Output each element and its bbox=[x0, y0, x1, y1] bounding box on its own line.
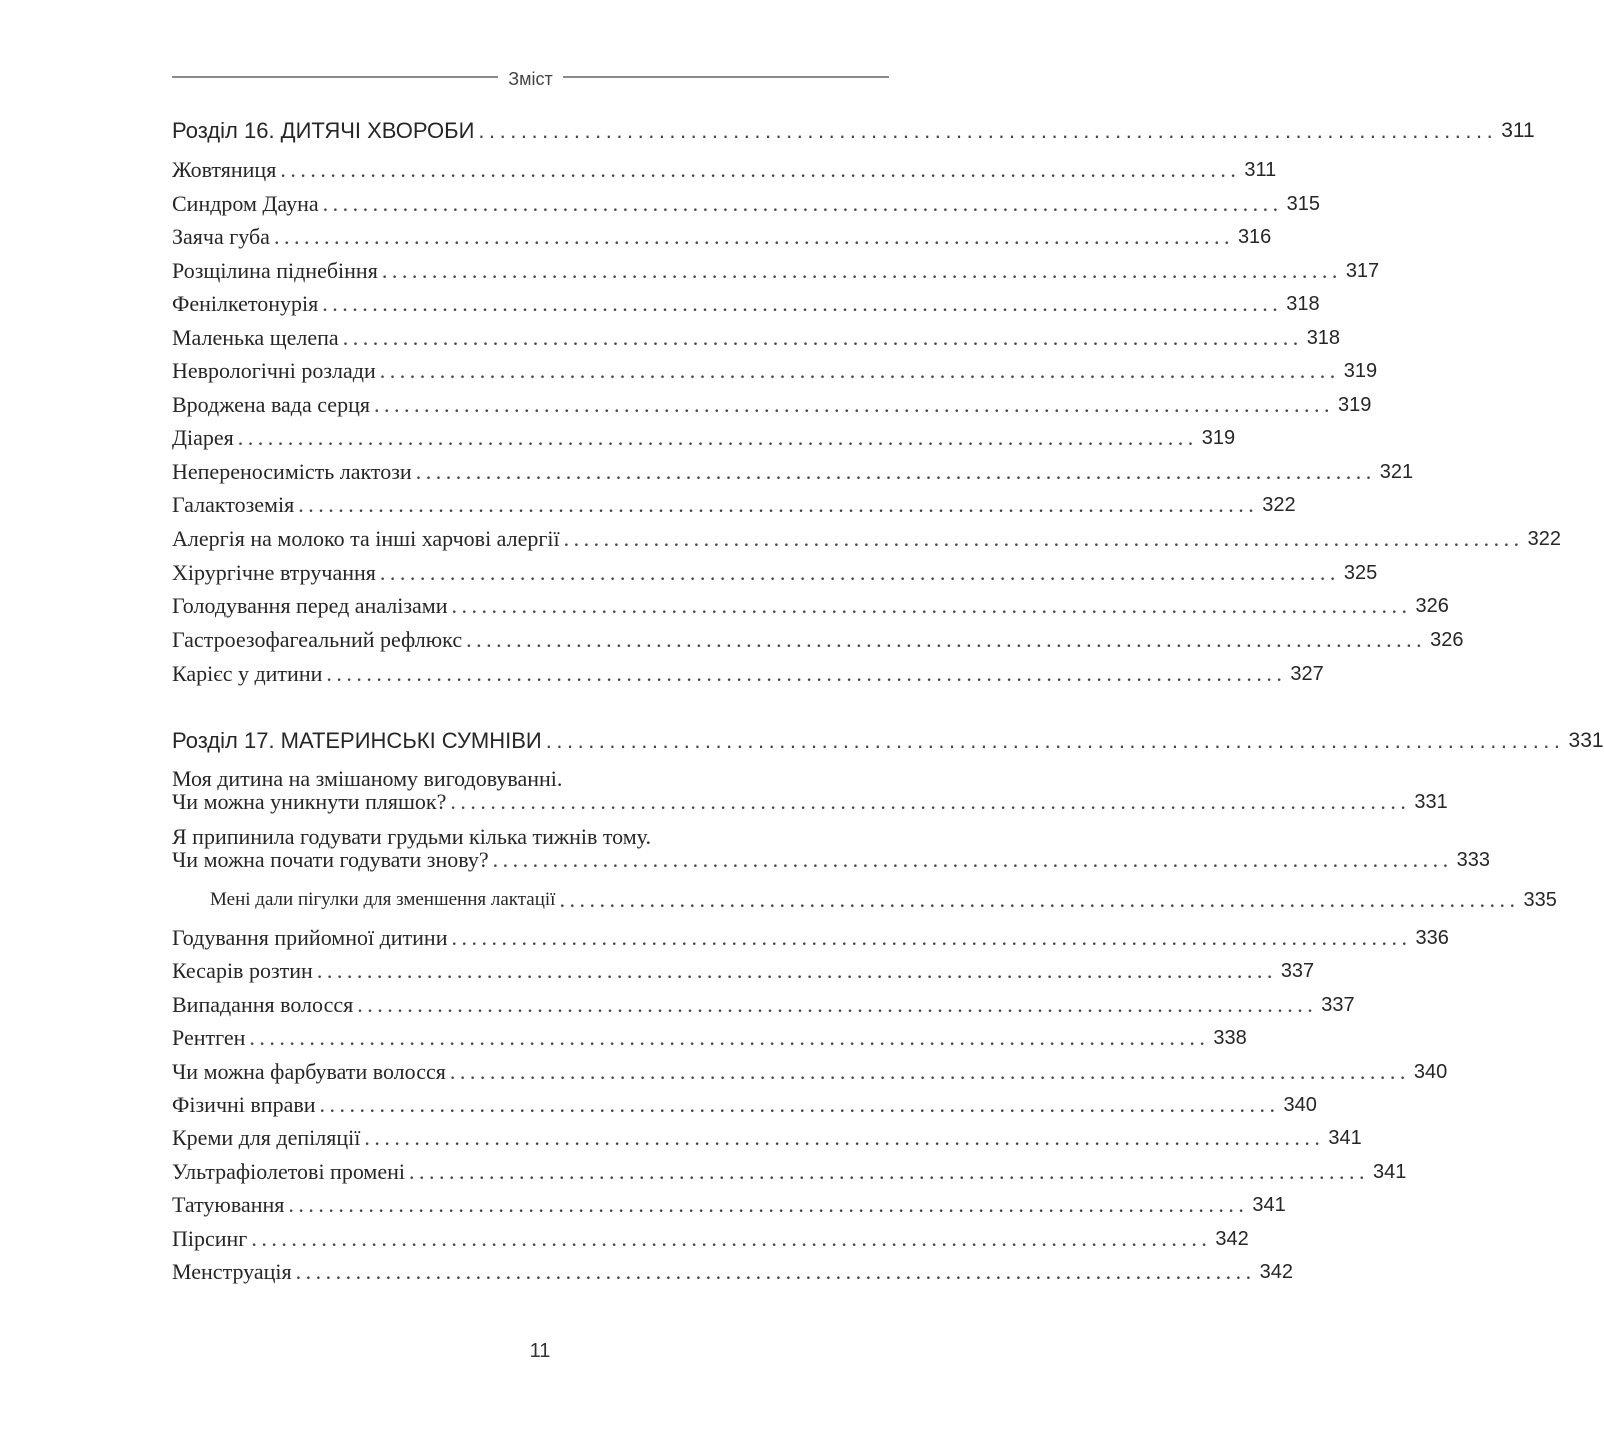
page-folio: 11 bbox=[529, 1340, 551, 1362]
leader-dots: ................................................................................................ bbox=[563, 526, 1524, 551]
toc-entry bbox=[172, 661, 1324, 687]
leader-dots: ................................................................................................ bbox=[249, 1025, 1210, 1050]
toc-entry bbox=[172, 925, 1449, 951]
toc-entry bbox=[172, 1025, 1247, 1051]
entry-label: Синдром Дауна bbox=[172, 191, 319, 216]
entry-label: Креми для депіляції bbox=[172, 1125, 361, 1150]
toc-entry bbox=[172, 1092, 1317, 1118]
entry-label: Пірсинг bbox=[172, 1226, 248, 1251]
toc-entry bbox=[172, 425, 1236, 451]
leader-dots: ................................................................................................ bbox=[251, 1226, 1212, 1251]
entry-label: Годування прийомної дитини bbox=[172, 925, 448, 950]
leader-dots: ................................................................................................ bbox=[545, 728, 1565, 753]
leader-dots: ................................................................................................ bbox=[295, 1259, 1256, 1284]
leader-dots: ................................................................................................ bbox=[316, 958, 1277, 983]
page-number: 337 bbox=[1280, 960, 1315, 982]
toc-entry bbox=[172, 560, 1378, 586]
page-number: 340 bbox=[1283, 1094, 1317, 1116]
toc-entry bbox=[172, 392, 1372, 418]
entry-label: Рентген bbox=[172, 1025, 246, 1050]
entry-label: Голодування перед аналізами bbox=[172, 593, 448, 618]
leader-dots: ................................................................................................ bbox=[559, 887, 1520, 912]
toc-entry bbox=[172, 291, 1320, 317]
entry-label: Фенілкетонурія bbox=[172, 291, 319, 316]
header-title: Зміст bbox=[508, 68, 553, 89]
entry-label: Хірургічне втручання bbox=[172, 560, 376, 585]
page-number: 341 bbox=[1373, 1161, 1407, 1183]
leader-dots: ................................................................................................ bbox=[379, 358, 1340, 383]
leader-dots: ................................................................................................ bbox=[379, 560, 1340, 585]
page-number: 327 bbox=[1290, 663, 1324, 685]
toc-entry bbox=[172, 789, 1448, 815]
leader-dots: ................................................................................................ bbox=[298, 492, 1259, 517]
page-number: 333 bbox=[1456, 849, 1490, 871]
entry-label: Заяча губа bbox=[172, 224, 270, 249]
chapter-16-heading bbox=[172, 118, 1535, 144]
running-header bbox=[172, 62, 889, 92]
page-number: 315 bbox=[1286, 193, 1320, 215]
entry-label: Розщілина піднебіння bbox=[172, 258, 378, 283]
entry-label: Алергія на молоко та інші харчові алергії bbox=[172, 526, 560, 551]
leader-dots: ................................................................................................ bbox=[449, 1059, 1410, 1084]
page-number: 340 bbox=[1413, 1061, 1448, 1083]
page-number: 335 bbox=[1523, 889, 1557, 911]
chapter-title: Розділ 16. ДИТЯЧІ ХВОРОБИ bbox=[172, 118, 475, 143]
entry-label: Випадання волосся bbox=[172, 992, 354, 1017]
entry-label: Жовтяниця bbox=[172, 157, 277, 182]
toc-entry bbox=[172, 1159, 1407, 1185]
toc-entry bbox=[172, 1059, 1448, 1085]
entry-label: Чи можна почати годувати знову? bbox=[172, 847, 489, 872]
chapter-title: Розділ 17. МАТЕРИНСЬКІ СУМНІВИ bbox=[172, 728, 542, 753]
leader-dots: ................................................................................................ bbox=[492, 847, 1453, 872]
toc-entry bbox=[172, 1192, 1286, 1218]
page-number: 331 bbox=[1568, 729, 1604, 752]
entry-label: Менструація bbox=[172, 1259, 292, 1284]
toc-entry bbox=[172, 224, 1272, 250]
toc-entry bbox=[172, 1125, 1362, 1151]
entry-label: Фізичні вправи bbox=[172, 1092, 316, 1117]
leader-dots: ................................................................................................ bbox=[322, 291, 1283, 316]
leader-dots: ................................................................................................ bbox=[466, 627, 1427, 652]
leader-dots: ................................................................................................ bbox=[342, 325, 1303, 350]
leader-dots: ................................................................................................ bbox=[364, 1125, 1325, 1150]
page-number: 319 bbox=[1201, 427, 1236, 449]
leader-dots: ................................................................................................ bbox=[322, 191, 1283, 216]
entry-label: Неврологічні розлади bbox=[172, 358, 376, 383]
page-number: 317 bbox=[1345, 260, 1380, 282]
toc-entry bbox=[172, 1226, 1249, 1252]
toc-entry bbox=[172, 593, 1449, 619]
toc-entry bbox=[172, 958, 1315, 984]
toc-entry bbox=[172, 1259, 1294, 1285]
leader-dots: ................................................................................................ bbox=[357, 992, 1318, 1017]
toc-entry bbox=[172, 627, 1464, 653]
leader-dots: ................................................................................................ bbox=[450, 789, 1411, 814]
page-number: 342 bbox=[1259, 1261, 1294, 1283]
toc-entry bbox=[172, 992, 1355, 1018]
leader-dots: ................................................................................................ bbox=[451, 925, 1412, 950]
entry-label: Непереносимість лактози bbox=[172, 459, 412, 484]
entry-label: Карієс у дитини bbox=[172, 661, 323, 686]
page-number: 341 bbox=[1328, 1127, 1362, 1149]
page-number: 331 bbox=[1414, 791, 1448, 813]
page-number: 336 bbox=[1415, 927, 1449, 949]
page-number: 321 bbox=[1379, 461, 1414, 483]
entry-label: Кесарів розтин bbox=[172, 958, 313, 983]
leader-dots: ................................................................................................ bbox=[237, 425, 1198, 450]
page-number: 319 bbox=[1343, 360, 1378, 382]
entry-label: Чи можна уникнути пляшок? bbox=[172, 789, 447, 814]
entry-label: Діарея bbox=[172, 425, 234, 450]
header-rule-left bbox=[172, 76, 498, 78]
toc-entry bbox=[172, 325, 1341, 351]
page-number: 322 bbox=[1527, 528, 1562, 550]
page-number: 322 bbox=[1262, 494, 1296, 516]
page-number: 311 bbox=[1244, 159, 1277, 181]
page-number: 316 bbox=[1237, 226, 1272, 248]
entry-first-line: Моя дитина на змішаному вигодовуванні. bbox=[172, 766, 563, 791]
toc-entry bbox=[172, 358, 1378, 384]
chapter-17-heading bbox=[172, 728, 1604, 754]
page-number: 326 bbox=[1415, 595, 1449, 617]
page-number: 318 bbox=[1286, 293, 1320, 315]
page-number: 325 bbox=[1343, 562, 1378, 584]
leader-dots: ................................................................................................ bbox=[326, 661, 1287, 686]
page-number: 326 bbox=[1430, 629, 1464, 651]
leader-dots: ................................................................................................ bbox=[373, 392, 1334, 417]
page-number: 338 bbox=[1213, 1027, 1247, 1049]
page-number: 319 bbox=[1337, 394, 1372, 416]
entry-label: Гастроезофагеальний рефлюкс bbox=[172, 627, 463, 652]
leader-dots: ................................................................................................ bbox=[280, 157, 1241, 182]
entry-label: Галактоземія bbox=[172, 492, 295, 517]
toc-subentry bbox=[172, 887, 1557, 913]
toc-entry bbox=[172, 459, 1414, 485]
toc-entry bbox=[172, 191, 1320, 217]
entry-label: Маленька щелепа bbox=[172, 325, 339, 350]
leader-dots: ................................................................................................ bbox=[288, 1192, 1249, 1217]
entry-label: Чи можна фарбувати волосся bbox=[172, 1059, 446, 1084]
leader-dots: ................................................................................................ bbox=[319, 1092, 1280, 1117]
page-number: 341 bbox=[1252, 1194, 1286, 1216]
toc-entry bbox=[172, 847, 1490, 873]
leader-dots: ................................................................................................ bbox=[478, 118, 1498, 143]
leader-dots: ................................................................................................ bbox=[415, 459, 1376, 484]
entry-first-line: Я припинила годувати грудьми кілька тижнів тому. bbox=[172, 824, 651, 849]
page-number: 311 bbox=[1501, 119, 1535, 142]
page-number: 342 bbox=[1215, 1228, 1249, 1250]
entry-label: Вроджена вада серця bbox=[172, 392, 370, 417]
leader-dots: ................................................................................................ bbox=[451, 593, 1412, 618]
toc-entry bbox=[172, 526, 1562, 552]
toc-entry bbox=[172, 157, 1277, 183]
entry-label: Татуювання bbox=[172, 1192, 285, 1217]
entry-label: Мені дали пігулки для зменшення лактації bbox=[210, 889, 556, 910]
page-number: 337 bbox=[1321, 994, 1355, 1016]
toc-entry bbox=[172, 258, 1380, 284]
leader-dots: ................................................................................................ bbox=[381, 258, 1342, 283]
entry-label: Ультрафіолетові промені bbox=[172, 1159, 405, 1184]
page-number: 318 bbox=[1306, 327, 1341, 349]
leader-dots: ................................................................................................ bbox=[273, 224, 1234, 249]
header-rule-right bbox=[563, 76, 889, 78]
leader-dots: ................................................................................................ bbox=[409, 1159, 1369, 1184]
toc-entry bbox=[172, 492, 1296, 518]
